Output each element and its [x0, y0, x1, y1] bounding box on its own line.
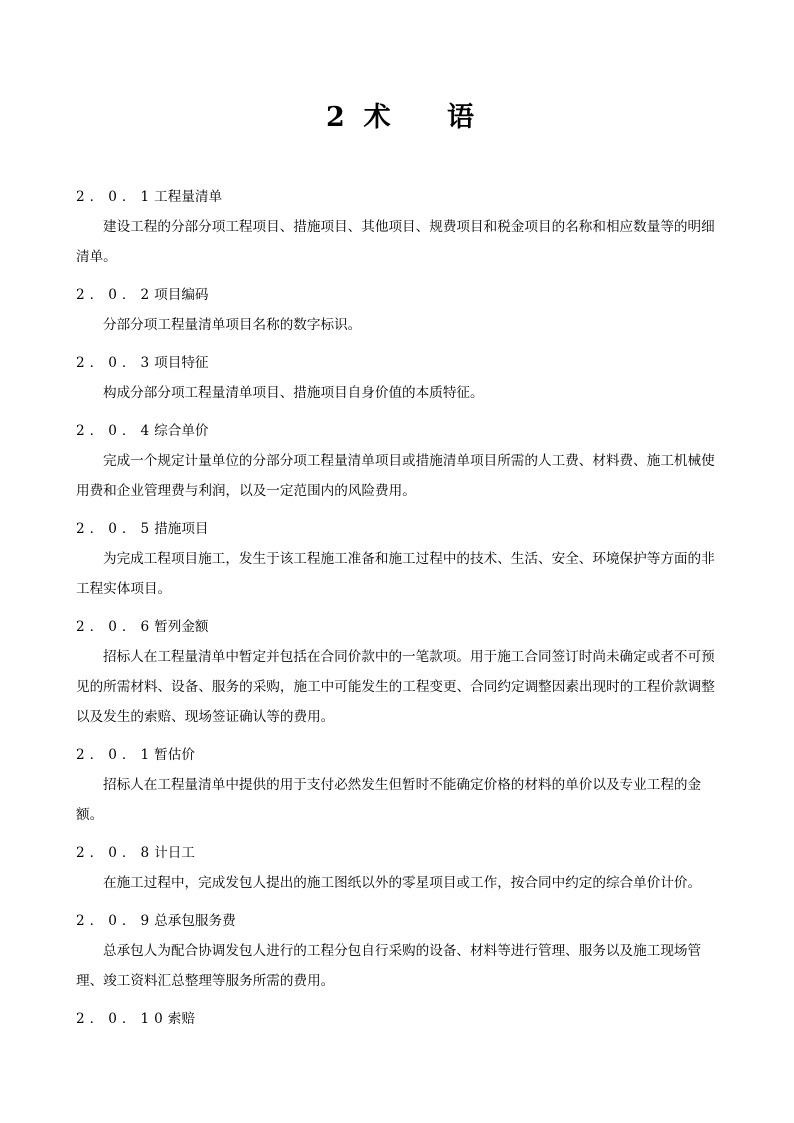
- term-definition: 建设工程的分部分项工程项目、措施项目、其他项目、规费项目和税金项目的名称和相应数量等的明细清单。: [76, 219, 715, 265]
- term-entry: [76, 514, 724, 604]
- term-name: 总承包服务费: [154, 913, 236, 929]
- term-heading: [76, 1004, 724, 1034]
- term-definition: 完成一个规定计量单位的分部分项工程量清单项目或措施清单项目所需的人工费、材料费、施工机械使用费和企业管理费与利润，以及一定范围内的风险费用。: [76, 453, 715, 499]
- term-name: 暂估价: [154, 747, 195, 763]
- term-name: 项目编码: [154, 287, 209, 303]
- term-heading: [76, 416, 724, 446]
- term-entry: [76, 838, 724, 898]
- term-heading: [76, 348, 724, 378]
- term-number: 2．0．1: [76, 189, 155, 205]
- term-name: 项目特征: [154, 355, 209, 371]
- term-entry: [76, 740, 724, 830]
- term-entry: [76, 348, 724, 408]
- term-definition: 为完成工程项目施工，发生于该工程施工准备和施工过程中的技术、生活、安全、环境保护等方面的非工程实体项目。: [76, 551, 715, 597]
- term-entry: [76, 182, 724, 272]
- term-heading: [76, 612, 724, 642]
- term-definition: 在施工过程中，完成发包人提出的施工图纸以外的零星项目或工作，按合同中约定的综合单价计价。: [103, 875, 702, 891]
- term-definition: 总承包人为配合协调发包人进行的工程分包自行采购的设备、材料等进行管理、服务以及施工现场管理、竣工资料汇总整理等服务所需的费用。: [76, 943, 702, 989]
- term-number: 2．0．10: [76, 1011, 168, 1027]
- chapter-title: 2 术 语: [326, 102, 474, 133]
- term-number: 2．0．2: [76, 287, 155, 303]
- term-number: 2．0．1: [76, 747, 155, 763]
- term-number: 2．0．4: [76, 423, 155, 439]
- term-number: 2．0．9: [76, 913, 155, 929]
- term-name: 综合单价: [154, 423, 209, 439]
- term-number: 2．0．6: [76, 619, 155, 635]
- term-definition: 构成分部分项工程量清单项目、措施项目自身价值的本质特征。: [103, 385, 484, 401]
- term-heading: [76, 182, 724, 212]
- term-number: 2．0．5: [76, 521, 155, 537]
- term-name: 暂列金额: [154, 619, 209, 635]
- term-name: 工程量清单: [154, 189, 223, 205]
- term-definition: 招标人在工程量清单中提供的用于支付必然发生但暂时不能确定价格的材料的单价以及专业工程的金额。: [76, 777, 702, 823]
- term-entry: [76, 416, 724, 506]
- term-name: 计日工: [154, 845, 195, 861]
- term-heading: [76, 838, 724, 868]
- term-heading: [76, 906, 724, 936]
- term-heading: [76, 740, 724, 770]
- term-entry: [76, 612, 724, 732]
- term-entry: [76, 1004, 724, 1034]
- term-definition: 招标人在工程量清单中暂定并包括在合同价款中的一笔款项。用于施工合同签订时尚未确定或者不可预见的所需材料、设备、服务的采购，施工中可能发生的工程变更、合同约定调整因素出现时的工程价款调整以及发生的索赔、现场签证确认等的费用。: [76, 649, 715, 725]
- term-heading: [76, 514, 724, 544]
- term-heading: [76, 280, 724, 310]
- term-name: 索赔: [167, 1011, 195, 1027]
- term-number: 2．0．3: [76, 355, 155, 371]
- term-number: 2．0．8: [76, 845, 155, 861]
- term-name: 措施项目: [154, 521, 209, 537]
- term-entry: [76, 906, 724, 996]
- term-entry: [76, 280, 724, 340]
- term-definition: 分部分项工程量清单项目名称的数字标识。: [103, 317, 362, 333]
